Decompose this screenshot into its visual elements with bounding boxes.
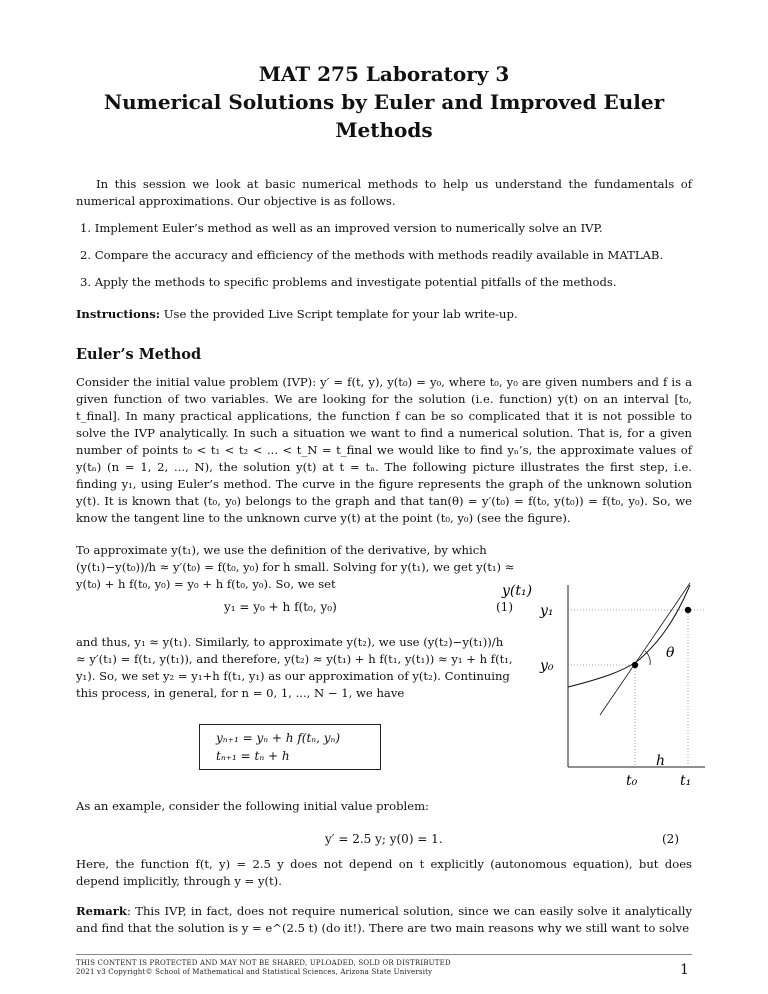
footer-rule (76, 954, 692, 955)
page-number: 1 (680, 962, 689, 978)
general-eq-line-1: yₙ₊₁ = yₙ + h f(tₙ, yₙ) (216, 731, 341, 745)
label-y1: y₁ (540, 603, 554, 619)
title-line-1: MAT 275 Laboratory 3 (258, 62, 510, 86)
euler-step-figure (500, 575, 710, 790)
equation-2-number: (2) (662, 832, 679, 846)
label-theta: θ (666, 645, 675, 661)
objective-item: 1. Implement Euler’s method as well as an improved version to numerically solve an IVP. (80, 221, 603, 235)
instructions-text: Use the provided Live Script template for your lab write-up. (160, 307, 518, 321)
title-line-3: Methods (335, 118, 433, 142)
objective-item: 3. Apply the methods to specific problems and investigate potential pitfalls of the methods. (80, 275, 617, 289)
euler-paragraph: Consider the initial value problem (IVP): y′ = f(t, y), y(t₀) = y₀, where t₀, y₀ are given numbers and f is a given function of two variables. We are looking for the solution (i.e. function) y(t) on an interval [t₀, t_final]. In many practical applications, the function f can be so complicated that it is not possible to solve the IVP analytically. In such a situation we want to find a numerical solution. That is, for a given number of points t₀ < t₁ < t₂ < ... < t_N = t_final we would like to find yₙ’s, the approximate values of y(tₙ) (n = 1, 2, ..., N), the solution y(t) at t = tₙ. The following picture illustrates the first step, i.e. finding y₁, using Euler’s method. The curve in the figure represents the graph of the unknown solution y(t). It is known that (t₀, y₀) belongs to the graph and that tan(θ) = y′(t₀) = f(t₀, y(t₀)) = f(t₀, y₀). So, we know the tangent line to the unknown curve y(t) at the point (t₀, y₀) (see the figure). (76, 375, 692, 525)
label-t0: t₀ (626, 773, 638, 789)
label-t1: t₁ (680, 773, 692, 789)
remark-label: Remark (76, 904, 127, 918)
example-intro: As an example, consider the following initial value problem: (76, 799, 429, 813)
instructions (76, 307, 518, 321)
label-y0: y₀ (540, 658, 554, 674)
example-paragraph: Here, the function f(t, y) = 2.5 y does not depend on t explicitly (autonomous equation), but does depend implicitly, through y = y(t). (76, 857, 692, 888)
solution-curve (568, 585, 690, 687)
footer-line-1: THIS CONTENT IS PROTECTED AND MAY NOT BE SHARED, UPLOADED, SOLD OR DISTRIBUTED (76, 959, 451, 967)
point-t0-y0 (632, 662, 638, 668)
title-line-2: Numerical Solutions by Euler and Improved Euler (103, 90, 665, 114)
remark-text: : This IVP, in fact, does not require numerical solution, since we can easily solve it analytically and find that the solution is y = e^(2.5 t) (do it!). There are two main reasons why we still want to solve (76, 904, 692, 935)
footer (76, 959, 451, 977)
footer-line-2: 2021 v3 Copyright© School of Mathematical and Statistical Sciences, Arizona State University (76, 968, 433, 976)
instructions-label: Instructions: (76, 307, 161, 321)
document-title (60, 60, 708, 144)
tangent-line (600, 583, 690, 715)
approx-paragraph-2: and thus, y₁ ≈ y(t₁). Similarly, to approximate y(t₂), we use (y(t₂)−y(t₁))/h ≈ y′(t₁) = f(t₁, y(t₁)), and therefore, y(t₂) ≈ y(t₁) + h f(t₁, y(t₁)) ≈ y₁ + h f(t₁, y₁). So, we set y₂ = y₁+h f(t₁, y₁) as our approximation of y(t₂). Continuing this process, in general, for n = 0, 1, ..., N − 1, we have (76, 635, 513, 700)
label-y-t1: y(t₁) (502, 583, 533, 599)
objective-item: 2. Compare the accuracy and efficiency of the methods with methods readily available in MATLAB. (80, 248, 664, 262)
intro-paragraph: In this session we look at basic numerical methods to help us understand the fundamentals of numerical approximations. Our objective is as follows. (76, 177, 692, 208)
equation-1-number: (1) (496, 600, 513, 614)
general-eq-line-2: tₙ₊₁ = tₙ + h (216, 749, 290, 763)
label-h: h (656, 753, 666, 769)
general-euler-equations (199, 724, 381, 770)
section-heading: Euler’s Method (76, 346, 202, 363)
approx-paragraph-1: To approximate y(t₁), we use the definition of the derivative, by which (y(t₁)−y(t₀))/h ≈ y′(t₀) = f(t₀, y₀) for h small. Solving for y(t₁), we get y(t₁) ≈ y(t₀) + h f(t₀, y₀) = y₀ + h f(t₀, y₀). So, we set (76, 543, 515, 591)
equation-2: y′ = 2.5 y; y(0) = 1. (325, 832, 443, 846)
point-t1-y1 (685, 607, 691, 613)
remark-paragraph (76, 903, 692, 937)
equation-1: y₁ = y₀ + h f(t₀, y₀) (224, 600, 337, 614)
